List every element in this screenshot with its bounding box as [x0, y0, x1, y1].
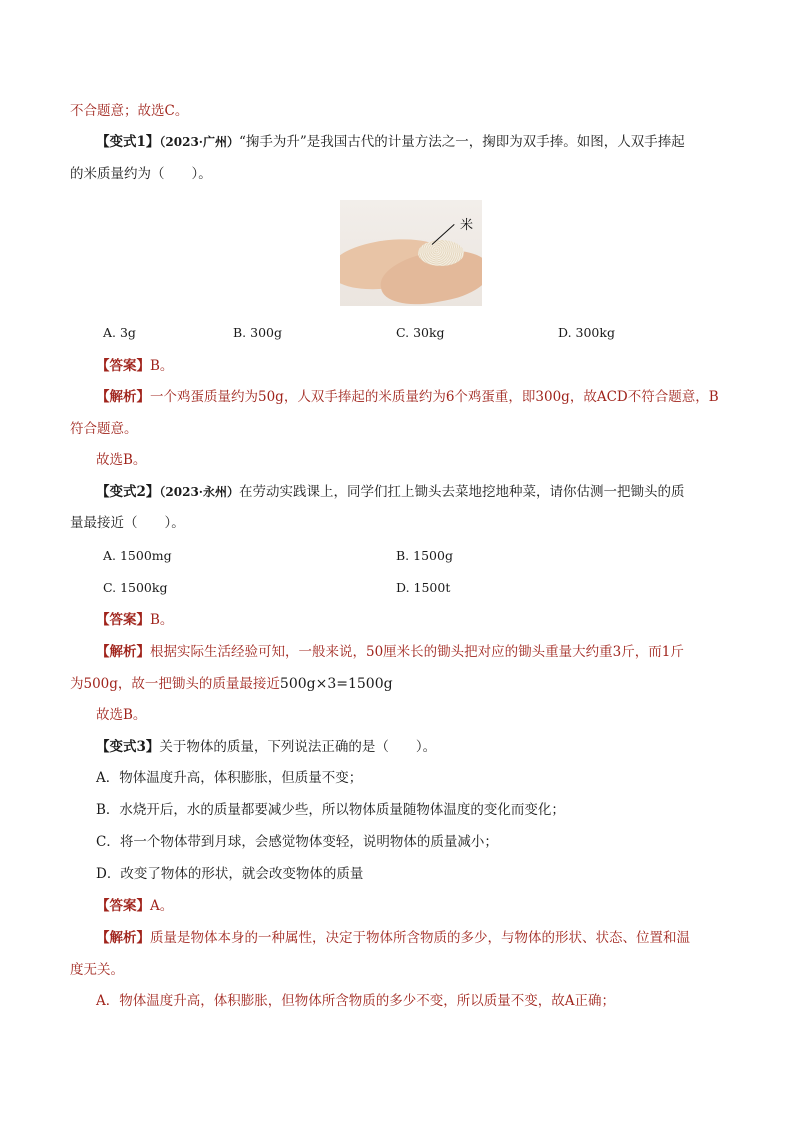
question-text-cont: 的米质量约为（ ）。: [70, 166, 212, 182]
question-text: 在劳动实践课上，同学们扛上锄头去菜地挖地种菜，请你估测一把锄头的质: [238, 484, 685, 500]
final-answer: 故选B。: [96, 452, 147, 468]
answer-value: A。: [150, 898, 174, 914]
source-tag: （2023·广州）: [159, 135, 239, 149]
variant-tag: 【变式3】: [96, 739, 160, 755]
analysis-line: [96, 642, 684, 662]
variant-2-question: [96, 482, 684, 502]
final-answer: 故选B。: [96, 707, 147, 723]
variant-tag: 【变式2】: [96, 484, 160, 500]
analysis-text: 质量是物体本身的一种属性，决定于物体所含物质的多少，与物体的形状、状态、位置和温: [150, 930, 690, 946]
analysis-text-cont: 度无关。: [70, 962, 124, 978]
text-line: 不合题意；故选C。: [70, 103, 189, 119]
option-d: D. 300kg: [558, 325, 615, 340]
answer-line: [96, 356, 173, 376]
option-c: C. 1500kg: [103, 580, 168, 595]
answer-value: B。: [150, 358, 174, 374]
option-a: A. 3g: [103, 325, 136, 340]
source-tag: （2023·永州）: [159, 485, 239, 499]
option-a: A．物体温度升高，体积膨胀，但质量不变；: [96, 770, 363, 786]
variant-3-question: [96, 737, 436, 757]
question-text-cont: 量最接近（ ）。: [70, 515, 185, 531]
answer-tag: 【答案】: [96, 358, 150, 374]
option-b: B. 1500g: [396, 548, 453, 563]
question-text: “掬手为升”是我国古代的计量方法之一，掬即为双手捧。如图，人双手捧起: [238, 134, 685, 150]
question-text: 关于物体的质量，下列说法正确的是（ ）。: [159, 739, 437, 755]
answer-value: B。: [150, 612, 174, 628]
image-label: 米: [460, 218, 474, 233]
analysis-text: 根据实际生活经验可知，一般来说，50厘米长的锄头把对应的锄头重量大约重3斤，而1斤: [150, 644, 684, 660]
rice-in-hands-photo: [340, 200, 482, 306]
analysis-line: [96, 928, 690, 948]
answer-line: [96, 896, 173, 916]
analysis-text: 为500g，故一把锄头的质量最接近: [70, 676, 280, 692]
analysis-tag: 【解析】: [96, 644, 150, 660]
analysis-text: A．物体温度升高，体积膨胀，但物体所含物质的多少不变，所以质量不变，故A正确；: [96, 993, 615, 1009]
option-a: A. 1500mg: [103, 548, 172, 563]
rice-pile: [418, 240, 464, 266]
answer-tag: 【答案】: [96, 612, 150, 628]
option-c: C. 30kg: [396, 325, 445, 340]
analysis-tag: 【解析】: [96, 389, 150, 405]
analysis-text-cont: 符合题意。: [70, 421, 138, 437]
variant-1-question: [96, 132, 685, 152]
option-d: D. 1500t: [396, 580, 451, 595]
formula: 500g×3=1500g: [279, 676, 393, 692]
analysis-text: 一个鸡蛋质量约为50g，人双手捧起的米质量约为6个鸡蛋重，即300g，故ACD不符合题意，B: [150, 389, 719, 405]
option-d: D．改变了物体的形状，就会改变物体的质量: [96, 866, 364, 882]
option-c: C．将一个物体带到月球，会感觉物体变轻，说明物体的质量减小；: [96, 834, 498, 850]
answer-tag: 【答案】: [96, 898, 150, 914]
answer-line: [96, 610, 173, 630]
analysis-line: [96, 387, 719, 407]
option-b: B. 300g: [233, 325, 282, 340]
analysis-text-cont: [70, 674, 393, 694]
option-b: B．水烧开后，水的质量都要减少些，所以物体质量随物体温度的变化而变化；: [96, 802, 565, 818]
analysis-tag: 【解析】: [96, 930, 150, 946]
variant-tag: 【变式1】: [96, 134, 160, 150]
